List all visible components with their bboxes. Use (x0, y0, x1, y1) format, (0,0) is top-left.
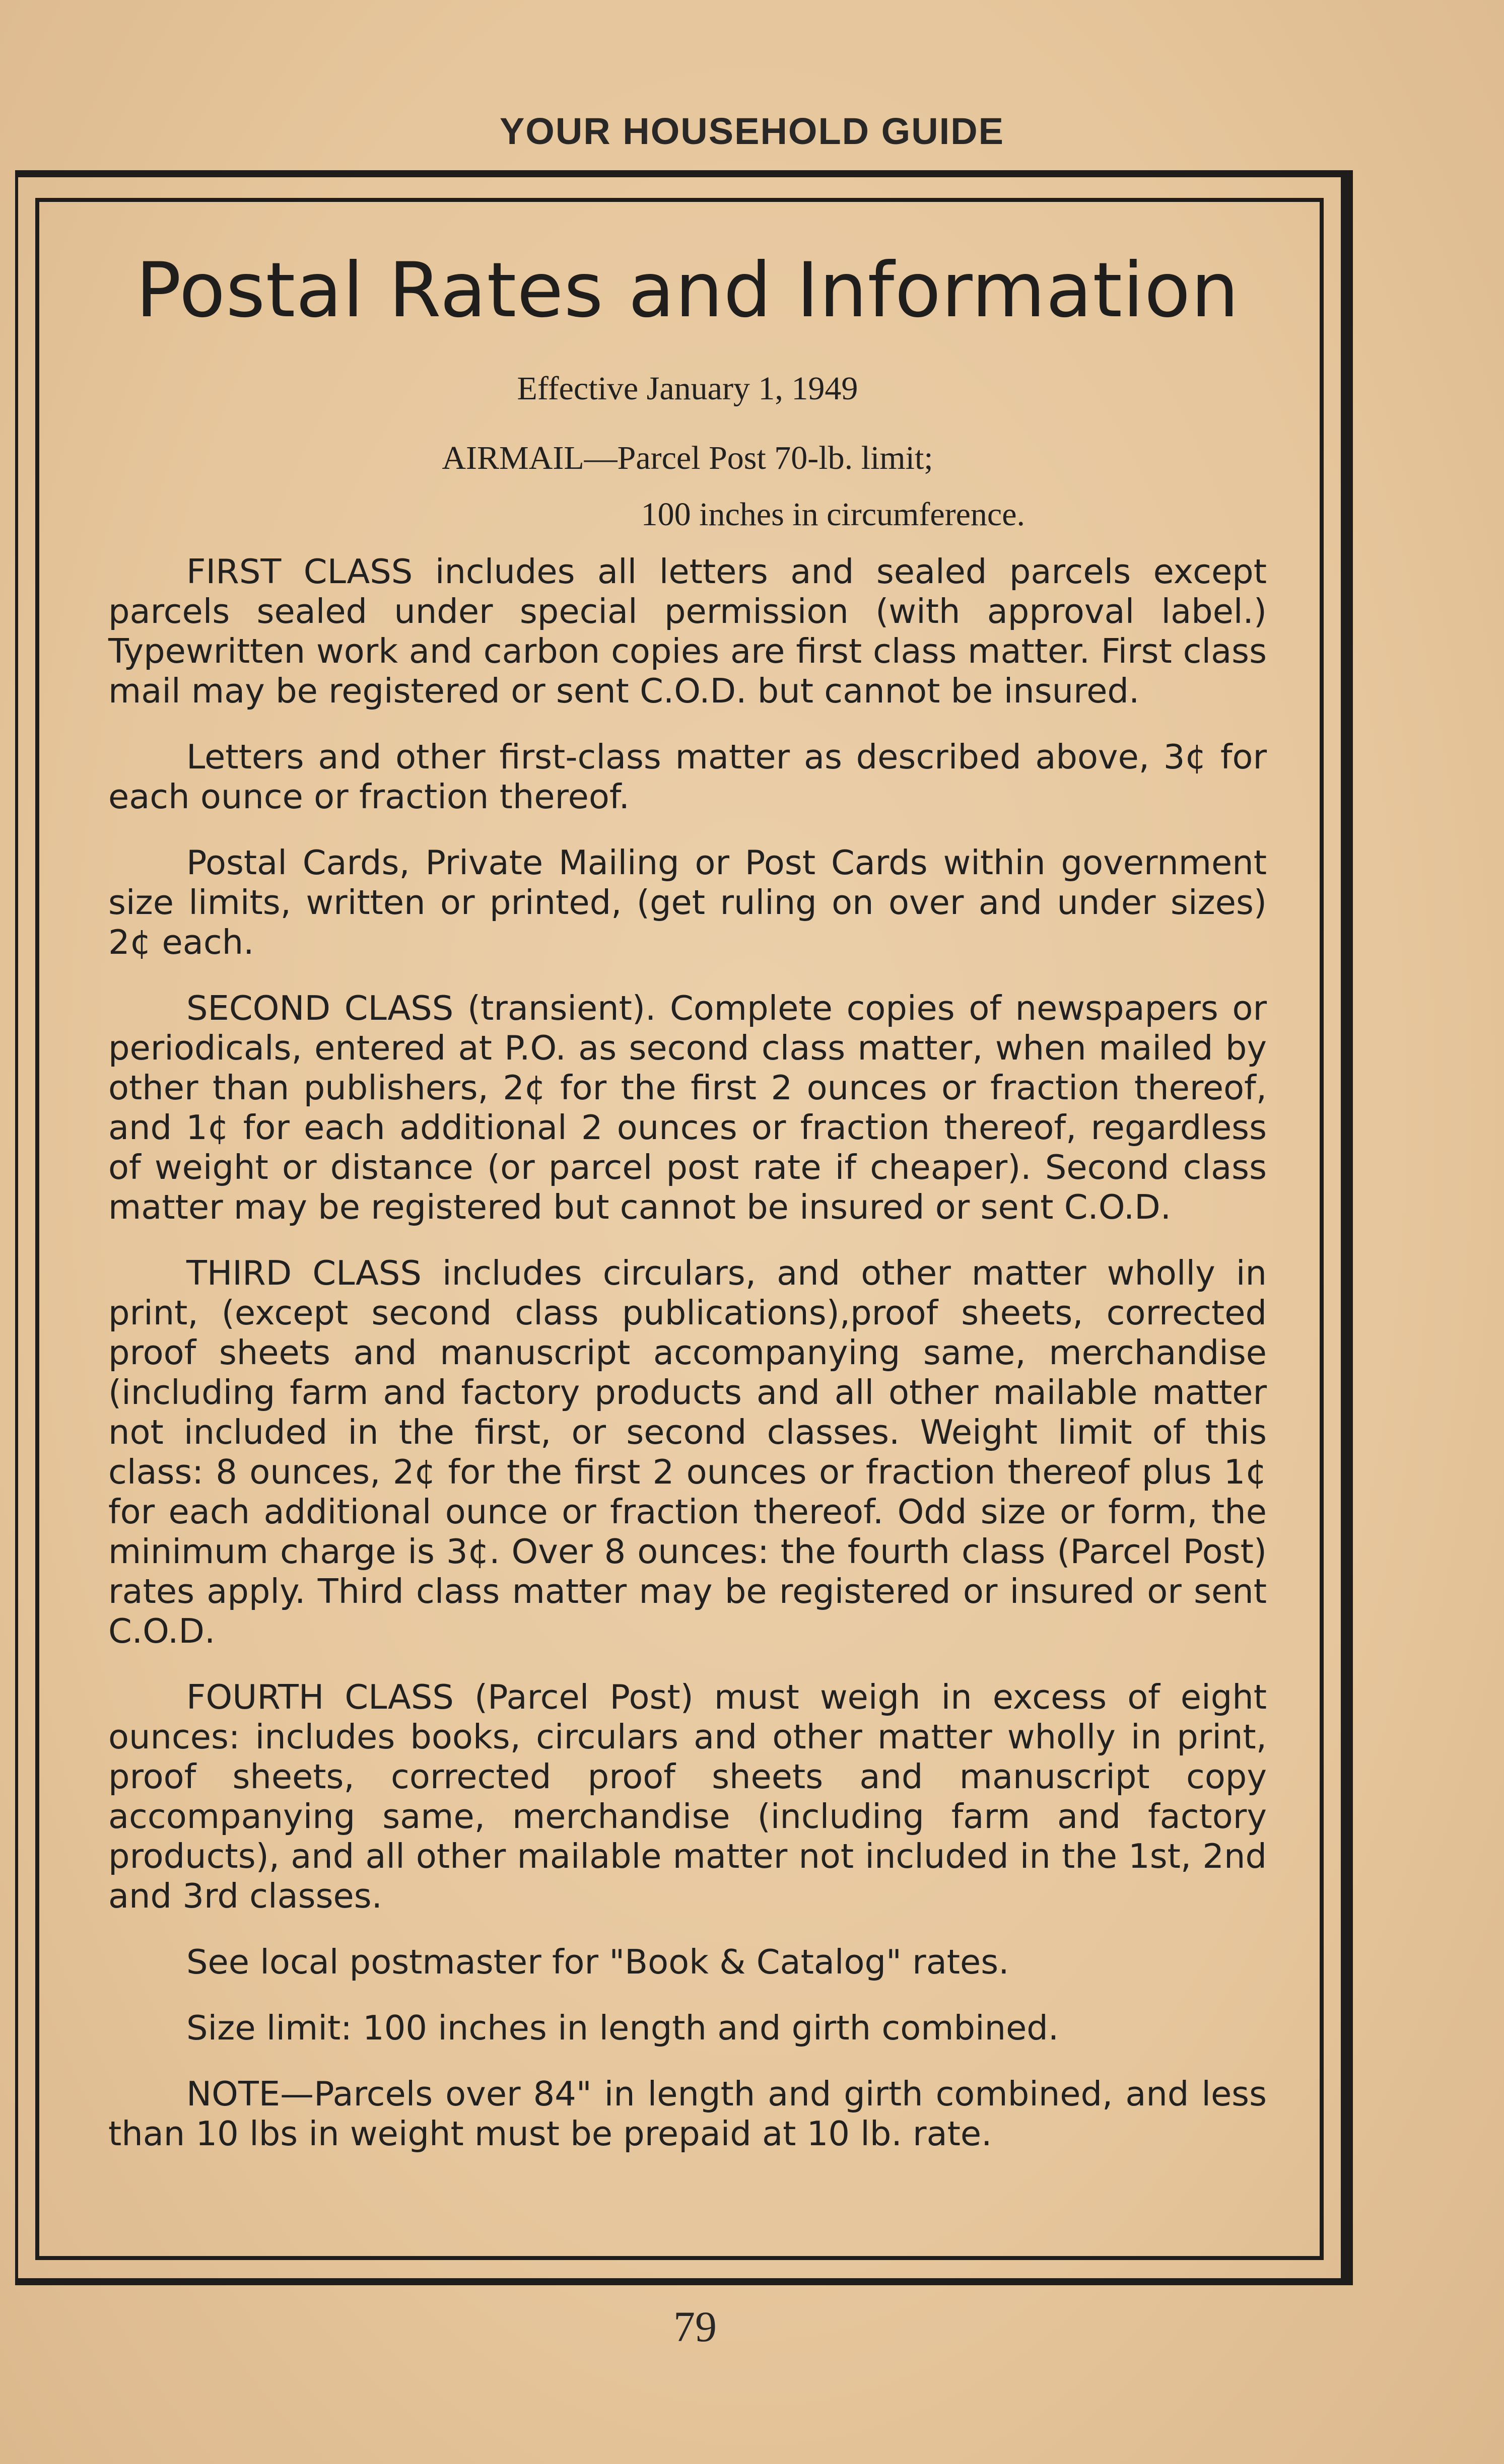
paragraph-postal-cards: Postal Cards, Private Mailing or Post Cards within government size limits, written or printed, (get ruling on over and under sizes) 2¢ each. (108, 843, 1267, 962)
paragraph-second-class: SECOND CLASS (transient). Complete copies of newspapers or periodicals, entered at P.O. as second class matter, when mailed by other than publishers, 2¢ for the first 2 ounces or fraction thereof, and 1¢ for each additional 2 ounces or fraction thereof, regardless of weight or distance (or parcel post rate if cheaper). Second class matter may be registered but cannot be insured or sent C.O.D. (108, 989, 1267, 1227)
page-number: 79 (673, 2302, 717, 2351)
effective-date: Effective January 1, 1949 (517, 370, 858, 407)
paragraph-first-class-rate: Letters and other first-class matter as described above, 3¢ for each ounce or fraction thereof. (108, 737, 1267, 816)
paragraph-fourth-class: FOURTH CLASS (Parcel Post) must weigh in excess of eight ounces: includes books, circulars and other matter wholly in print, proof sheets, corrected proof sheets and manuscript copy accompanying same, merchandise (including farm and factory products), and all other mailable matter not included in the 1st, 2nd and 3rd classes. (108, 1677, 1267, 1916)
running-header: YOUR HOUSEHOLD GUIDE (499, 110, 1005, 152)
paragraph-third-class: THIRD CLASS includes circulars, and other matter wholly in print, (except second class publications),proof sheets, corrected proof sheets and manuscript accompanying same, merchandise (including farm and factory products and all other mailable matter not included in the first, or second classes. Weight limit of this class: 8 ounces, 2¢ for the first 2 ounces or fraction thereof plus 1¢ for each additional ounce or fraction thereof. Odd size or form, the minimum charge is 3¢. Over 8 ounces: the fourth class (Parcel Post) rates apply. Third class matter may be registered or insured or sent C.O.D. (108, 1253, 1267, 1651)
paragraph-first-class: FIRST CLASS includes all letters and sealed parcels except parcels sealed under special permission (with approval label.) Typewritten work and carbon copies are first class matter. First class mail may be registered or sent C.O.D. but cannot be insured. (108, 552, 1267, 711)
airmail-line-1: AIRMAIL—Parcel Post 70-lb. limit; (442, 440, 933, 476)
airmail-line-2: 100 inches in circumference. (641, 496, 1025, 533)
paragraph-book-catalog: See local postmaster for "Book & Catalog" rates. (186, 1942, 1009, 1982)
page-title: Postal Rates and Information (135, 247, 1240, 334)
article-body (108, 237, 1267, 2154)
paragraph-note: NOTE—Parcels over 84" in length and girth combined, and less than 10 lbs in weight must be prepaid at 10 lb. rate. (108, 2074, 1267, 2153)
paragraph-size-limit: Size limit: 100 inches in length and girth combined. (186, 2008, 1059, 2048)
